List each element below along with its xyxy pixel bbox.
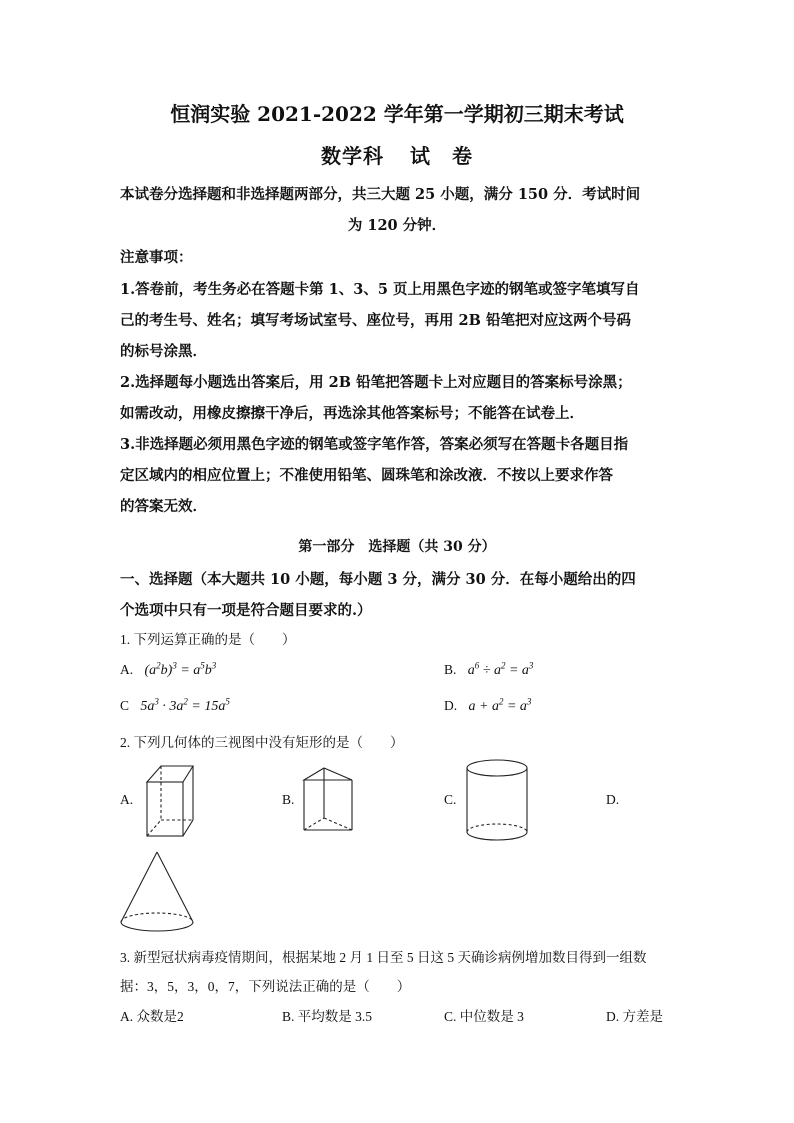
formula: $(a^2b)^3 = a^5b^3$ bbox=[144, 660, 217, 678]
section-instruction-1: 一、选择题（本大题共 10 小题，每小题 3 分，满分 30 分．在每小题给出的四 bbox=[120, 571, 636, 588]
q3-option-d: D. 方差是 bbox=[606, 1009, 663, 1024]
formula: $5a^3 \cdot 3a^2 = 15a^5$ bbox=[140, 696, 230, 714]
option-label: A. bbox=[120, 661, 134, 677]
cylinder-figure bbox=[462, 756, 532, 844]
option-label: D. bbox=[444, 697, 458, 713]
subject-label: 数学科 bbox=[321, 144, 384, 168]
q1-option-a bbox=[120, 660, 216, 679]
intro-line-1: 本试卷分选择题和非选择题两部分，共三大题 25 小题，满分 150 分．考试时间 bbox=[120, 186, 641, 203]
formula: $a^6 \div a^2 = a^3$ bbox=[467, 660, 534, 678]
q2-option-a-label: A. bbox=[120, 792, 134, 807]
note-line: 己的考生号、姓名；填写考场试室号、座位号，再用 2B 铅笔把对应这两个号码 bbox=[120, 312, 631, 329]
formula: $a + a^2 = a^3$ bbox=[468, 696, 532, 714]
paper-label: 试 卷 bbox=[410, 144, 473, 168]
note-line: 1.答卷前，考生务必在答题卡第 1、3、5 页上用黑色字迹的钢笔或签字笔填写自 bbox=[120, 281, 640, 298]
q3-option-b: B. 平均数是 3.5 bbox=[282, 1009, 373, 1024]
q1-option-c bbox=[120, 696, 230, 715]
q2-option-b-label: B. bbox=[282, 792, 295, 807]
q3-option-a: A. 众数是2 bbox=[120, 1009, 184, 1024]
intro-line-2: 为 120 分钟． bbox=[347, 217, 447, 234]
note-line: 3.非选择题必须用黑色字迹的钢笔或签字笔作答，答案必须写在答题卡各题目指 bbox=[120, 436, 629, 453]
cuboid-figure bbox=[142, 762, 198, 840]
cone-figure bbox=[116, 848, 198, 936]
q3-stem-line-2: 据：3，5，3，0，7，下列说法正确的是（ ） bbox=[120, 979, 411, 994]
note-line: 的标号涂黑． bbox=[120, 343, 207, 360]
option-label: C bbox=[120, 697, 130, 713]
q1-option-b bbox=[444, 660, 533, 679]
exam-title: 恒润实验 2021-2022 学年第一学期初三期末考试 bbox=[170, 102, 624, 126]
triangular-prism-figure bbox=[300, 764, 358, 834]
note-line: 2.选择题每小题选出答案后，用 2B 铅笔把答题卡上对应题目的答案标号涂黑； bbox=[120, 374, 632, 391]
q3-stem-line-1: 3. 新型冠状病毒疫情期间，根据某地 2 月 1 日至 5 日这 5 天确诊病例增加数目得到一组数 bbox=[120, 950, 647, 965]
exam-subtitle bbox=[0, 140, 794, 169]
note-line: 的答案无效． bbox=[120, 498, 207, 515]
q1-option-d bbox=[444, 696, 531, 715]
q2-option-c-label: C. bbox=[444, 792, 457, 807]
q1-stem: 1. 下列运算正确的是（ ） bbox=[120, 632, 296, 647]
note-line: 如需改动，用橡皮擦擦干净后，再选涂其他答案标号；不能答在试卷上． bbox=[120, 405, 584, 422]
option-label: B. bbox=[444, 661, 457, 677]
note-line: 定区域内的相应位置上；不准使用铅笔、圆珠笔和涂改液．不按以上要求作答 bbox=[120, 467, 613, 484]
q2-option-d-label: D. bbox=[606, 792, 620, 807]
notes-heading: 注意事项： bbox=[120, 249, 193, 266]
section-instruction-2: 个选项中只有一项是符合题目要求的.） bbox=[120, 602, 372, 619]
q2-stem: 2. 下列几何体的三视图中没有矩形的是（ ） bbox=[120, 735, 404, 750]
part1-heading: 第一部分 选择题（共 30 分） bbox=[298, 539, 496, 555]
q3-option-c: C. 中位数是 3 bbox=[444, 1009, 524, 1024]
